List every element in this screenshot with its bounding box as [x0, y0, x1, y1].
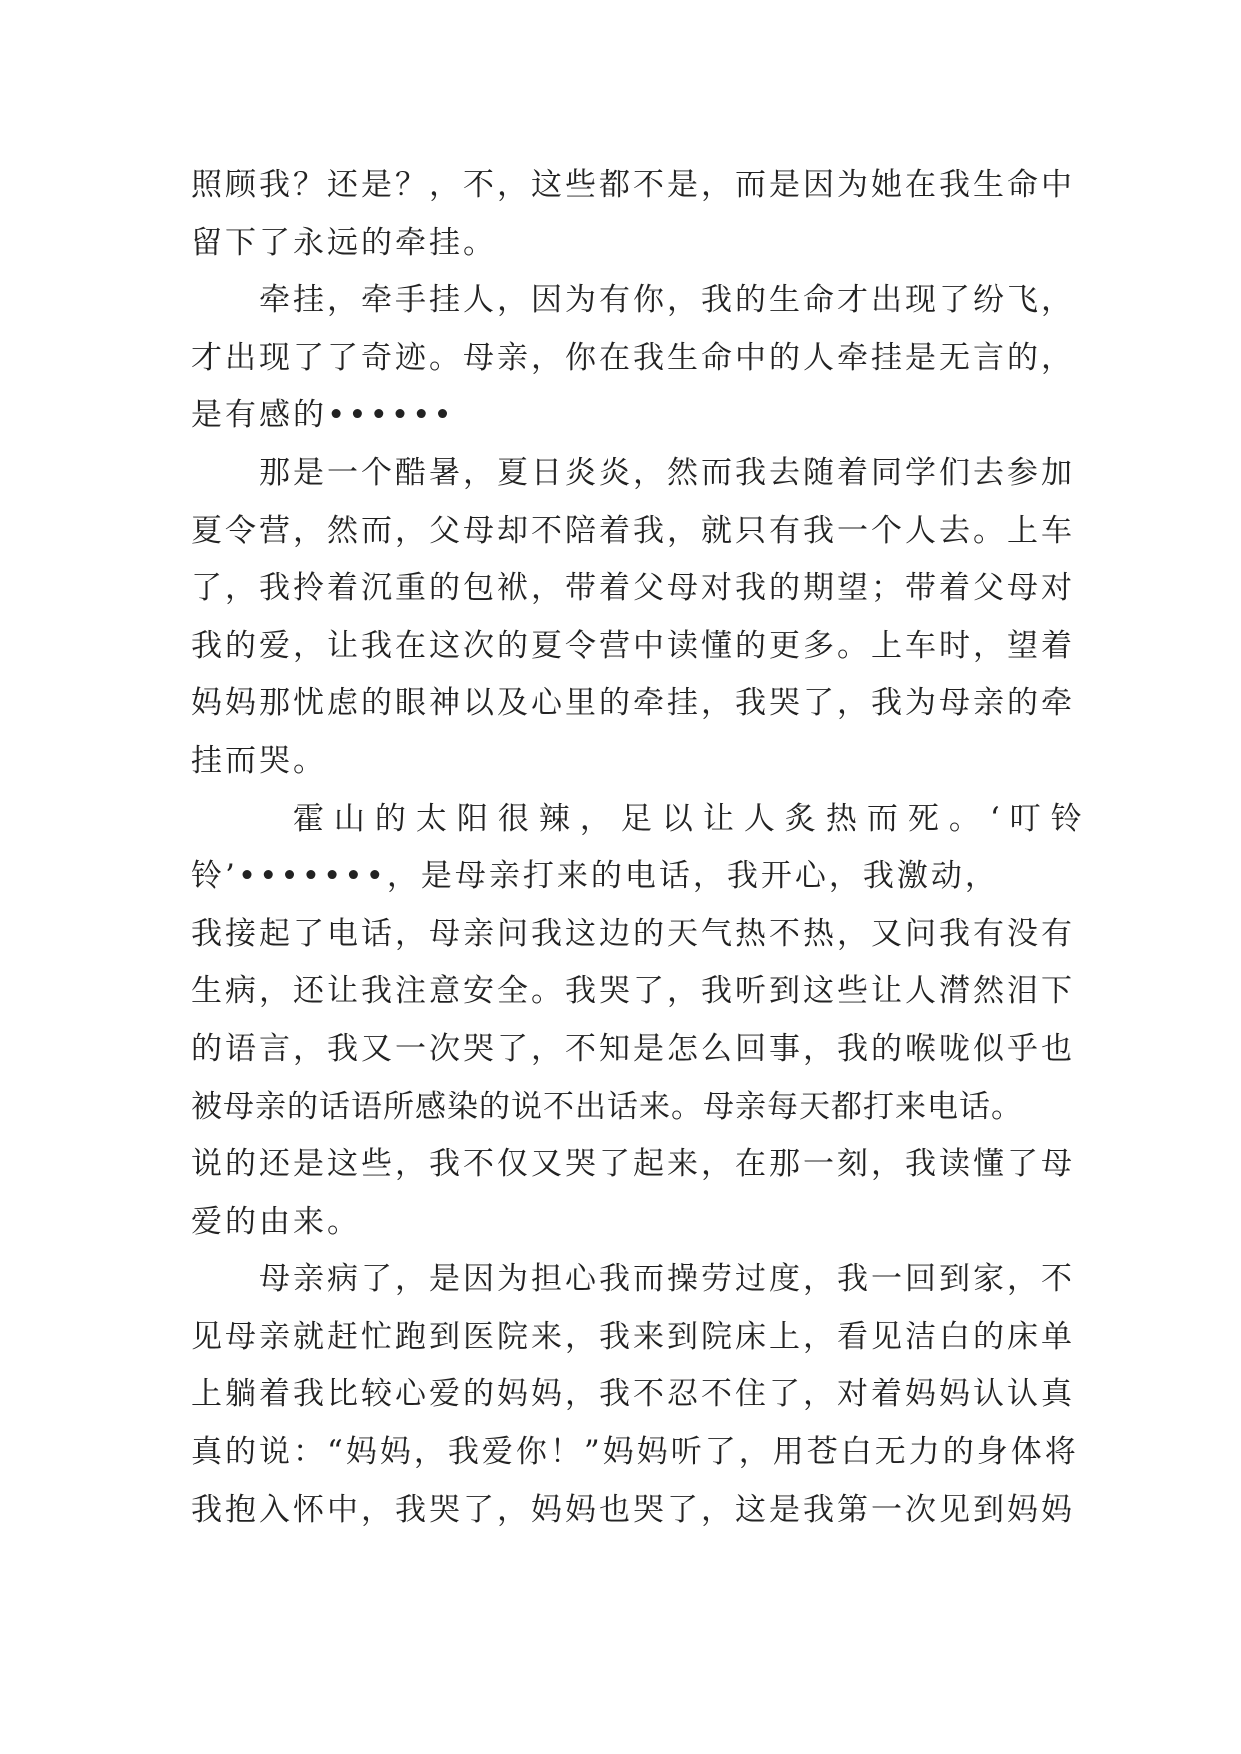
essay-body — [191, 157, 1092, 1539]
text-line-17: 被母亲的话语所感染的说不出话来。母亲每天都打来电话。 — [191, 1088, 1023, 1125]
text-line-13: 铃’•••••••，是母亲打来的电话，我开心，我激动， — [191, 858, 999, 895]
text-line-1: 照顾我？还是？，不，这些都不是，而是因为她在我生命中 — [191, 167, 1075, 203]
text-line-12: 霍山的太阳很辣，足以让人炙热而死。‘叮铃 — [191, 800, 1092, 837]
text-line-2: 留下了永远的牵挂。 — [191, 224, 497, 261]
text-line-11: 挂而哭。 — [191, 742, 327, 779]
text-line-6: 那是一个酷暑，夏日炎炎，然而我去随着同学们去参加 — [191, 454, 1075, 491]
text-line-24: 我抱入怀中，我哭了，妈妈也哭了，这是我第一次见到妈妈 — [191, 1491, 1075, 1528]
text-line-10: 妈妈那忧虑的眼神以及心里的牵挂，我哭了，我为母亲的牵 — [191, 685, 1075, 722]
text-line-16: 的语言，我又一次哭了，不知是怎么回事，我的喉咙似乎也 — [191, 1030, 1075, 1067]
text-line-15: 生病，还让我注意安全。我哭了，我听到这些让人潸然泪下 — [191, 973, 1075, 1010]
text-line-21: 见母亲就赶忙跑到医院来，我来到院床上，看见洁白的床单 — [191, 1318, 1075, 1355]
text-line-9: 我的爱，让我在这次的夏令营中读懂的更多。上车时，望着 — [191, 627, 1075, 664]
text-line-4: 才出现了了奇迹。母亲，你在我生命中的人牵挂是无言的， — [191, 339, 1075, 376]
text-line-18: 说的还是这些，我不仅又哭了起来，在那一刻，我读懂了母 — [191, 1146, 1075, 1183]
text-line-3: 牵挂，牵手挂人，因为有你，我的生命才出现了纷飞， — [191, 282, 1075, 319]
text-line-14: 我接起了电话，母亲问我这边的天气热不热，又问我有没有 — [191, 915, 1075, 952]
text-line-22: 上躺着我比较心爱的妈妈，我不忍不住了，对着妈妈认认真 — [191, 1376, 1075, 1413]
text-line-20: 母亲病了，是因为担心我而操劳过度，我一回到家，不 — [191, 1261, 1075, 1298]
text-line-5: 是有感的•••••• — [191, 397, 455, 434]
text-line-7: 夏令营，然而，父母却不陪着我，就只有我一个人去。上车 — [191, 512, 1075, 549]
text-line-19: 爱的由来。 — [191, 1203, 361, 1240]
text-line-8: 了，我拎着沉重的包袱，带着父母对我的期望；带着父母对 — [191, 570, 1075, 607]
text-line-23: 真的说：“妈妈，我爱你！”妈妈听了，用苍白无力的身体将 — [191, 1434, 1079, 1471]
